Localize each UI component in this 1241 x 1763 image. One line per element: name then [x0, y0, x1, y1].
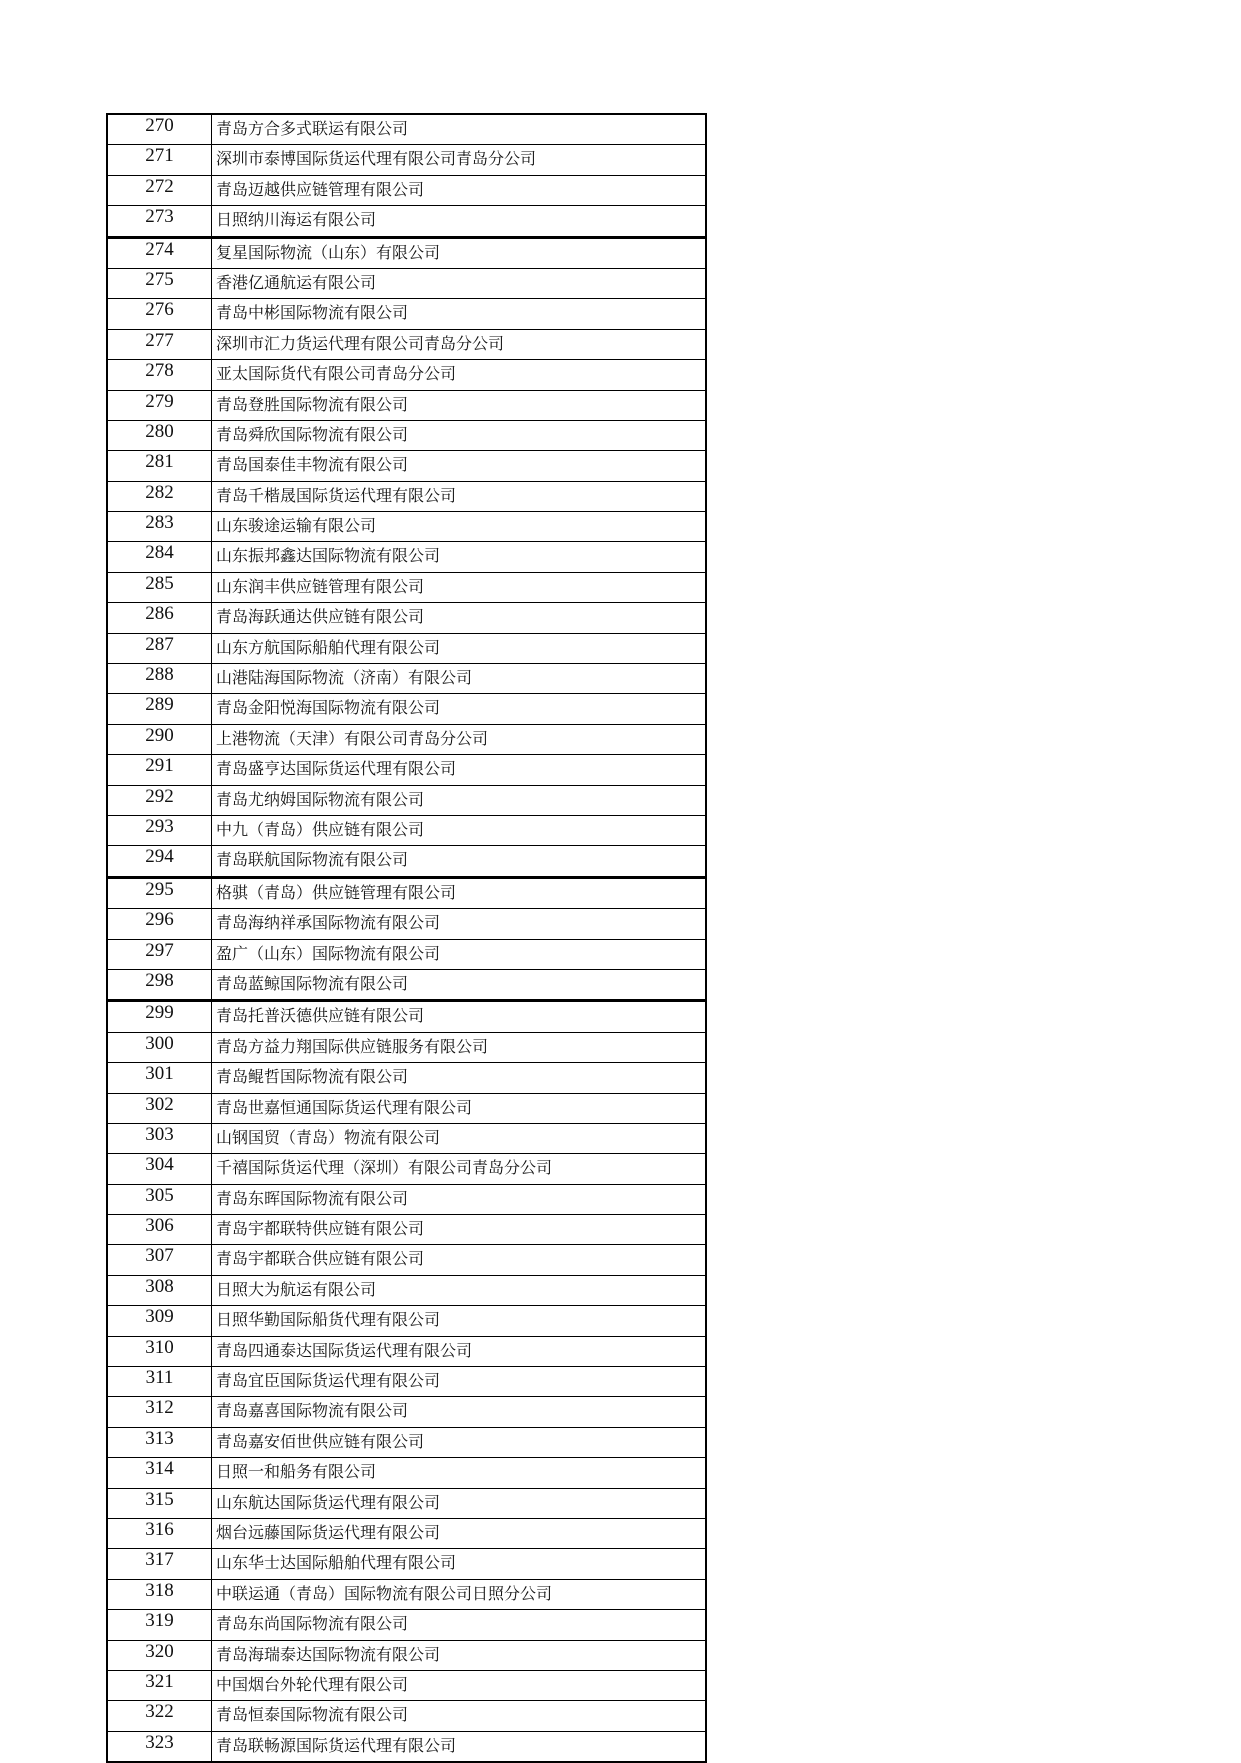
table-row [107, 603, 706, 633]
company-name-cell: 青岛金阳悦海国际物流有限公司 [212, 694, 707, 724]
row-number-cell: 291 [107, 755, 212, 785]
company-name-cell: 格骐（青岛）供应链管理有限公司 [212, 877, 707, 908]
company-name-cell: 青岛海纳祥承国际物流有限公司 [212, 909, 707, 939]
company-name-cell: 青岛盛亨达国际货运代理有限公司 [212, 755, 707, 785]
table-row [107, 877, 706, 908]
table-row [107, 1397, 706, 1427]
row-number-cell: 286 [107, 603, 212, 633]
company-name-cell: 山东航达国际货运代理有限公司 [212, 1488, 707, 1518]
row-number-cell: 292 [107, 785, 212, 815]
table-row [107, 542, 706, 572]
row-number-cell: 290 [107, 724, 212, 754]
table-body [107, 114, 706, 1762]
company-name-cell: 青岛嘉安佰世供应链有限公司 [212, 1427, 707, 1457]
row-number-cell: 271 [107, 145, 212, 175]
company-name-cell: 千禧国际货运代理（深圳）有限公司青岛分公司 [212, 1154, 707, 1184]
table-row [107, 785, 706, 815]
table-row [107, 299, 706, 329]
company-name-cell: 山东润丰供应链管理有限公司 [212, 572, 707, 602]
company-name-cell: 山东骏途运输有限公司 [212, 512, 707, 542]
row-number-cell: 304 [107, 1154, 212, 1184]
table-row [107, 1215, 706, 1245]
row-number-cell: 302 [107, 1093, 212, 1123]
company-name-cell: 山东振邦鑫达国际物流有限公司 [212, 542, 707, 572]
table-row [107, 1579, 706, 1609]
table-row [107, 237, 706, 268]
table-row [107, 1488, 706, 1518]
row-number-cell: 299 [107, 1001, 212, 1032]
company-name-cell: 日照华勤国际船货代理有限公司 [212, 1306, 707, 1336]
company-name-cell: 青岛东晖国际物流有限公司 [212, 1184, 707, 1214]
table-row [107, 268, 706, 298]
company-name-cell: 青岛国泰佳丰物流有限公司 [212, 451, 707, 481]
table-row [107, 1001, 706, 1032]
company-name-cell: 青岛托普沃德供应链有限公司 [212, 1001, 707, 1032]
table-row [107, 969, 706, 1000]
row-number-cell: 323 [107, 1731, 212, 1762]
company-name-cell: 青岛登胜国际物流有限公司 [212, 390, 707, 420]
row-number-cell: 298 [107, 969, 212, 1000]
row-number-cell: 280 [107, 420, 212, 450]
table-row [107, 1701, 706, 1731]
row-number-cell: 309 [107, 1306, 212, 1336]
company-name-cell: 青岛舜欣国际物流有限公司 [212, 420, 707, 450]
row-number-cell: 295 [107, 877, 212, 908]
row-number-cell: 307 [107, 1245, 212, 1275]
table-row [107, 1093, 706, 1123]
row-number-cell: 313 [107, 1427, 212, 1457]
row-number-cell: 273 [107, 206, 212, 237]
table-row [107, 360, 706, 390]
row-number-cell: 278 [107, 360, 212, 390]
row-number-cell: 305 [107, 1184, 212, 1214]
company-name-cell: 青岛尤纳姆国际物流有限公司 [212, 785, 707, 815]
row-number-cell: 296 [107, 909, 212, 939]
table-row [107, 512, 706, 542]
row-number-cell: 274 [107, 237, 212, 268]
table-row [107, 420, 706, 450]
row-number-cell: 281 [107, 451, 212, 481]
company-name-cell: 青岛方合多式联运有限公司 [212, 114, 707, 145]
company-name-cell: 上港物流（天津）有限公司青岛分公司 [212, 724, 707, 754]
company-name-cell: 青岛四通泰达国际货运代理有限公司 [212, 1336, 707, 1366]
table-row [107, 481, 706, 511]
table-row [107, 1245, 706, 1275]
row-number-cell: 315 [107, 1488, 212, 1518]
row-number-cell: 288 [107, 664, 212, 694]
company-name-cell: 青岛嘉喜国际物流有限公司 [212, 1397, 707, 1427]
company-name-cell: 复星国际物流（山东）有限公司 [212, 237, 707, 268]
company-name-cell: 青岛海瑞泰达国际物流有限公司 [212, 1640, 707, 1670]
table-row [107, 1063, 706, 1093]
table-row [107, 1367, 706, 1397]
row-number-cell: 284 [107, 542, 212, 572]
company-name-cell: 青岛中彬国际物流有限公司 [212, 299, 707, 329]
row-number-cell: 320 [107, 1640, 212, 1670]
table-row [107, 1123, 706, 1153]
company-name-cell: 香港亿通航运有限公司 [212, 268, 707, 298]
row-number-cell: 289 [107, 694, 212, 724]
company-name-cell: 青岛恒泰国际物流有限公司 [212, 1701, 707, 1731]
row-number-cell: 321 [107, 1670, 212, 1700]
company-name-cell: 亚太国际货代有限公司青岛分公司 [212, 360, 707, 390]
table-row [107, 1032, 706, 1062]
row-number-cell: 310 [107, 1336, 212, 1366]
row-number-cell: 308 [107, 1275, 212, 1305]
table-row [107, 390, 706, 420]
table-row [107, 451, 706, 481]
row-number-cell: 276 [107, 299, 212, 329]
row-number-cell: 319 [107, 1610, 212, 1640]
table-row [107, 1549, 706, 1579]
company-name-cell: 中国烟台外轮代理有限公司 [212, 1670, 707, 1700]
row-number-cell: 275 [107, 268, 212, 298]
table-row [107, 145, 706, 175]
row-number-cell: 285 [107, 572, 212, 602]
company-name-cell: 中九（青岛）供应链有限公司 [212, 815, 707, 845]
company-name-cell: 青岛鲲哲国际物流有限公司 [212, 1063, 707, 1093]
table-row [107, 329, 706, 359]
company-name-cell: 青岛世嘉恒通国际货运代理有限公司 [212, 1093, 707, 1123]
company-name-cell: 中联运通（青岛）国际物流有限公司日照分公司 [212, 1579, 707, 1609]
table-row [107, 1610, 706, 1640]
row-number-cell: 300 [107, 1032, 212, 1062]
row-number-cell: 306 [107, 1215, 212, 1245]
table-row [107, 1458, 706, 1488]
row-number-cell: 311 [107, 1367, 212, 1397]
table-row [107, 1184, 706, 1214]
row-number-cell: 303 [107, 1123, 212, 1153]
table-row [107, 846, 706, 877]
table-row [107, 1306, 706, 1336]
table-row [107, 664, 706, 694]
row-number-cell: 297 [107, 939, 212, 969]
row-number-cell: 279 [107, 390, 212, 420]
table-row [107, 633, 706, 663]
company-name-cell: 青岛方益力翔国际供应链服务有限公司 [212, 1032, 707, 1062]
company-name-cell: 山港陆海国际物流（济南）有限公司 [212, 664, 707, 694]
table-row [107, 1427, 706, 1457]
table-row [107, 1518, 706, 1548]
company-list-table [106, 113, 707, 1763]
row-number-cell: 317 [107, 1549, 212, 1579]
company-name-cell: 深圳市汇力货运代理有限公司青岛分公司 [212, 329, 707, 359]
table-row [107, 1154, 706, 1184]
row-number-cell: 314 [107, 1458, 212, 1488]
company-name-cell: 山东方航国际船舶代理有限公司 [212, 633, 707, 663]
company-name-cell: 青岛宇都联合供应链有限公司 [212, 1245, 707, 1275]
table-row [107, 939, 706, 969]
company-name-cell: 青岛宜臣国际货运代理有限公司 [212, 1367, 707, 1397]
table-row [107, 815, 706, 845]
company-name-cell: 青岛联畅源国际货运代理有限公司 [212, 1731, 707, 1762]
table-row [107, 1336, 706, 1366]
table-row [107, 1640, 706, 1670]
table-row [107, 114, 706, 145]
table-row [107, 724, 706, 754]
row-number-cell: 287 [107, 633, 212, 663]
table-row [107, 1731, 706, 1762]
table-row [107, 572, 706, 602]
table-row [107, 1275, 706, 1305]
company-name-cell: 盈广（山东）国际物流有限公司 [212, 939, 707, 969]
company-name-cell: 青岛宇都联特供应链有限公司 [212, 1215, 707, 1245]
row-number-cell: 301 [107, 1063, 212, 1093]
table-row [107, 206, 706, 237]
company-name-cell: 山东华士达国际船舶代理有限公司 [212, 1549, 707, 1579]
row-number-cell: 283 [107, 512, 212, 542]
table-row [107, 175, 706, 205]
table-row [107, 694, 706, 724]
row-number-cell: 316 [107, 1518, 212, 1548]
row-number-cell: 294 [107, 846, 212, 877]
company-name-cell: 青岛千楷晟国际货运代理有限公司 [212, 481, 707, 511]
row-number-cell: 270 [107, 114, 212, 145]
company-name-cell: 青岛海跃通达供应链有限公司 [212, 603, 707, 633]
company-name-cell: 烟台远藤国际货运代理有限公司 [212, 1518, 707, 1548]
company-name-cell: 山钢国贸（青岛）物流有限公司 [212, 1123, 707, 1153]
row-number-cell: 272 [107, 175, 212, 205]
company-name-cell: 日照纳川海运有限公司 [212, 206, 707, 237]
company-name-cell: 青岛迈越供应链管理有限公司 [212, 175, 707, 205]
table-row [107, 909, 706, 939]
row-number-cell: 277 [107, 329, 212, 359]
company-name-cell: 青岛蓝鲸国际物流有限公司 [212, 969, 707, 1000]
company-name-cell: 日照一和船务有限公司 [212, 1458, 707, 1488]
table-row [107, 1670, 706, 1700]
row-number-cell: 312 [107, 1397, 212, 1427]
company-name-cell: 青岛东尚国际物流有限公司 [212, 1610, 707, 1640]
row-number-cell: 318 [107, 1579, 212, 1609]
company-name-cell: 青岛联航国际物流有限公司 [212, 846, 707, 877]
row-number-cell: 293 [107, 815, 212, 845]
table-row [107, 755, 706, 785]
company-name-cell: 日照大为航运有限公司 [212, 1275, 707, 1305]
row-number-cell: 282 [107, 481, 212, 511]
row-number-cell: 322 [107, 1701, 212, 1731]
company-name-cell: 深圳市泰博国际货运代理有限公司青岛分公司 [212, 145, 707, 175]
